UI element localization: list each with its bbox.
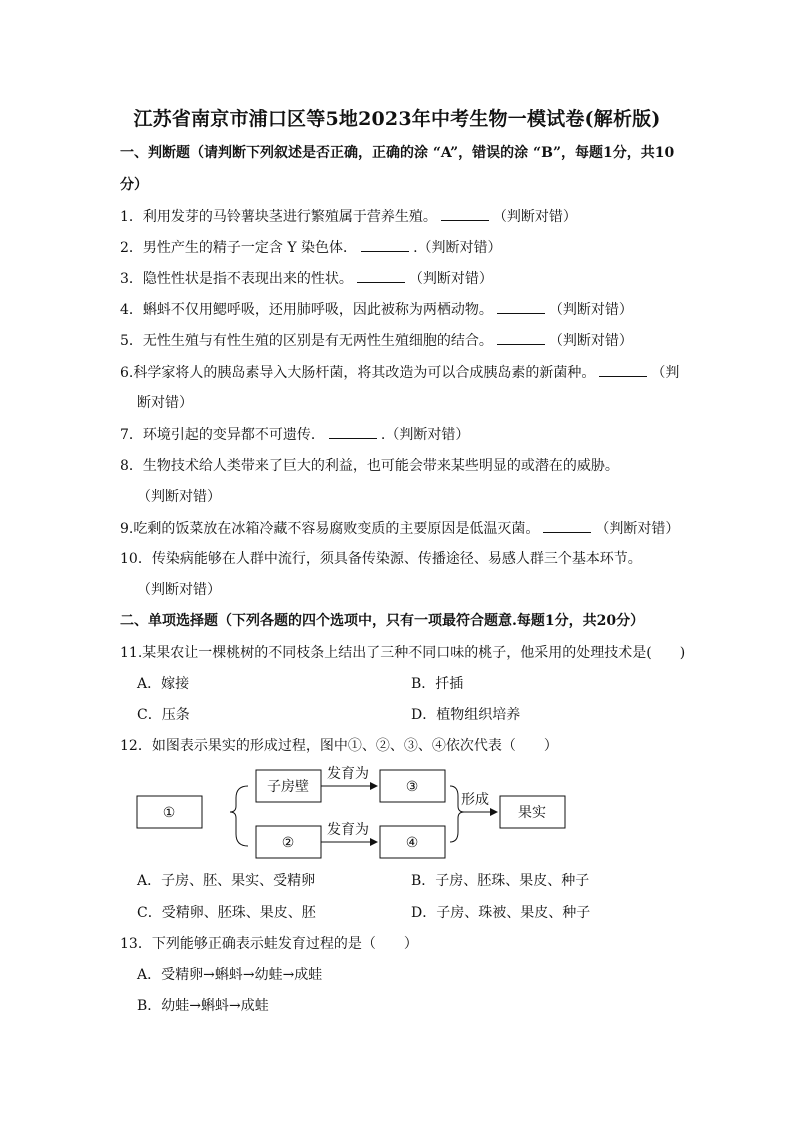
q13-option-b[interactable]: B．幼蛙→蝌蚪→成蛙 bbox=[137, 998, 269, 1014]
q9-suffix: （判断对错） bbox=[595, 521, 680, 537]
q3-suffix: （判断对错） bbox=[408, 271, 493, 287]
q12-option-b[interactable]: B．子房、胚珠、果皮、种子 bbox=[411, 873, 590, 889]
q5-text: 5．无性生殖与有性生殖的区别是有无两性生殖细胞的结合。 bbox=[120, 333, 493, 349]
q2-suffix: .（判断对错） bbox=[413, 240, 502, 256]
question-11-stem: 11.某果农让一棵桃树的不同枝条上结出了三种不同口味的桃子，他采用的处理技术是( ) bbox=[120, 645, 686, 661]
arrow-form-label: 形成 bbox=[461, 792, 489, 808]
arrow-top-label: 发育为 bbox=[327, 766, 369, 782]
q11-option-d[interactable]: D．植物组织培养 bbox=[411, 707, 521, 723]
q6-suffix: （判 bbox=[651, 365, 680, 381]
question-8-cont: （判断对错） bbox=[137, 489, 221, 505]
question-6-cont: 断对错） bbox=[137, 395, 193, 411]
question-10-cont: （判断对错） bbox=[137, 582, 221, 598]
q6-text: 6.科学家将人的胰岛素导入大肠杆菌，将其改造为可以合成胰岛素的新菌种。 bbox=[120, 365, 596, 381]
q13-option-a[interactable]: A．受精卵→蝌蚪→幼蛙→成蛙 bbox=[137, 967, 323, 983]
q4-suffix: （判断对错） bbox=[548, 302, 633, 318]
q7-suffix: .（判断对错） bbox=[380, 427, 470, 443]
arrow-bottom-label: 发育为 bbox=[327, 822, 369, 838]
box-ovary-wall-label: 子房壁 bbox=[267, 779, 309, 795]
section2-header: 二、单项选择题（下列各题的四个选项中，只有一项最符合题意.每题1分，共20分） bbox=[120, 613, 645, 629]
q11-option-a[interactable]: A．嫁接 bbox=[137, 676, 190, 692]
question-13-stem: 13．下列能够正确表示蛙发育过程的是（ ） bbox=[120, 936, 418, 952]
box-fruit-label: 果实 bbox=[518, 805, 546, 821]
question-8: 8．生物技术给人类带来了巨大的利益，也可能会带来某些明显的或潜在的威胁。 bbox=[120, 458, 619, 474]
q7-text: 7．环境引起的变异都不可遗传． bbox=[120, 427, 325, 443]
box-1-label: ① bbox=[162, 805, 176, 821]
q11-option-b[interactable]: B．扦插 bbox=[411, 676, 464, 692]
question-10: 10．传染病能够在人群中流行，须具备传染源、传播途径、易感人群三个基本环节。 bbox=[120, 551, 642, 567]
page-title: 江苏省南京市浦口区等5地2023年中考生物一模试卷(解析版) bbox=[133, 108, 661, 130]
q11-option-c[interactable]: C．压条 bbox=[137, 707, 190, 723]
box-2-label: ② bbox=[281, 835, 295, 851]
q2-text: 2．男性产生的精子一定含 Y 染色体． bbox=[120, 240, 358, 256]
q3-text: 3．隐性性状是指不表现出来的性状。 bbox=[120, 271, 353, 287]
q9-text: 9.吃剩的饭菜放在冰箱冷藏不容易腐败变质的主要原因是低温灭菌。 bbox=[120, 521, 540, 537]
box-3-label: ③ bbox=[405, 779, 419, 795]
q5-suffix: （判断对错） bbox=[548, 333, 633, 349]
box-4-label: ④ bbox=[405, 835, 419, 851]
section1-header-cont: 分） bbox=[120, 177, 148, 193]
q1-text: 1．利用发芽的马铃薯块茎进行繁殖属于营养生殖。 bbox=[120, 209, 437, 225]
question-12-stem: 12．如图表示果实的形成过程，图中①、②、③、④依次代表（ ） bbox=[120, 738, 558, 754]
q12-option-d[interactable]: D．子房、珠被、果皮、种子 bbox=[411, 905, 591, 921]
left-brace bbox=[230, 786, 248, 846]
q4-text: 4．蝌蚪不仅用鳃呼吸，还用肺呼吸，因此被称为两栖动物。 bbox=[120, 302, 493, 318]
q12-option-c[interactable]: C．受精卵、胚珠、果皮、胚 bbox=[137, 905, 316, 921]
q12-option-a[interactable]: A．子房、胚、果实、受精卵 bbox=[137, 873, 316, 889]
section1-header: 一、判断题（请判断下列叙述是否正确，正确的涂 “A”，错误的涂 “B”，每题1分，共10 bbox=[120, 145, 675, 161]
q1-suffix: （判断对错） bbox=[492, 209, 577, 225]
